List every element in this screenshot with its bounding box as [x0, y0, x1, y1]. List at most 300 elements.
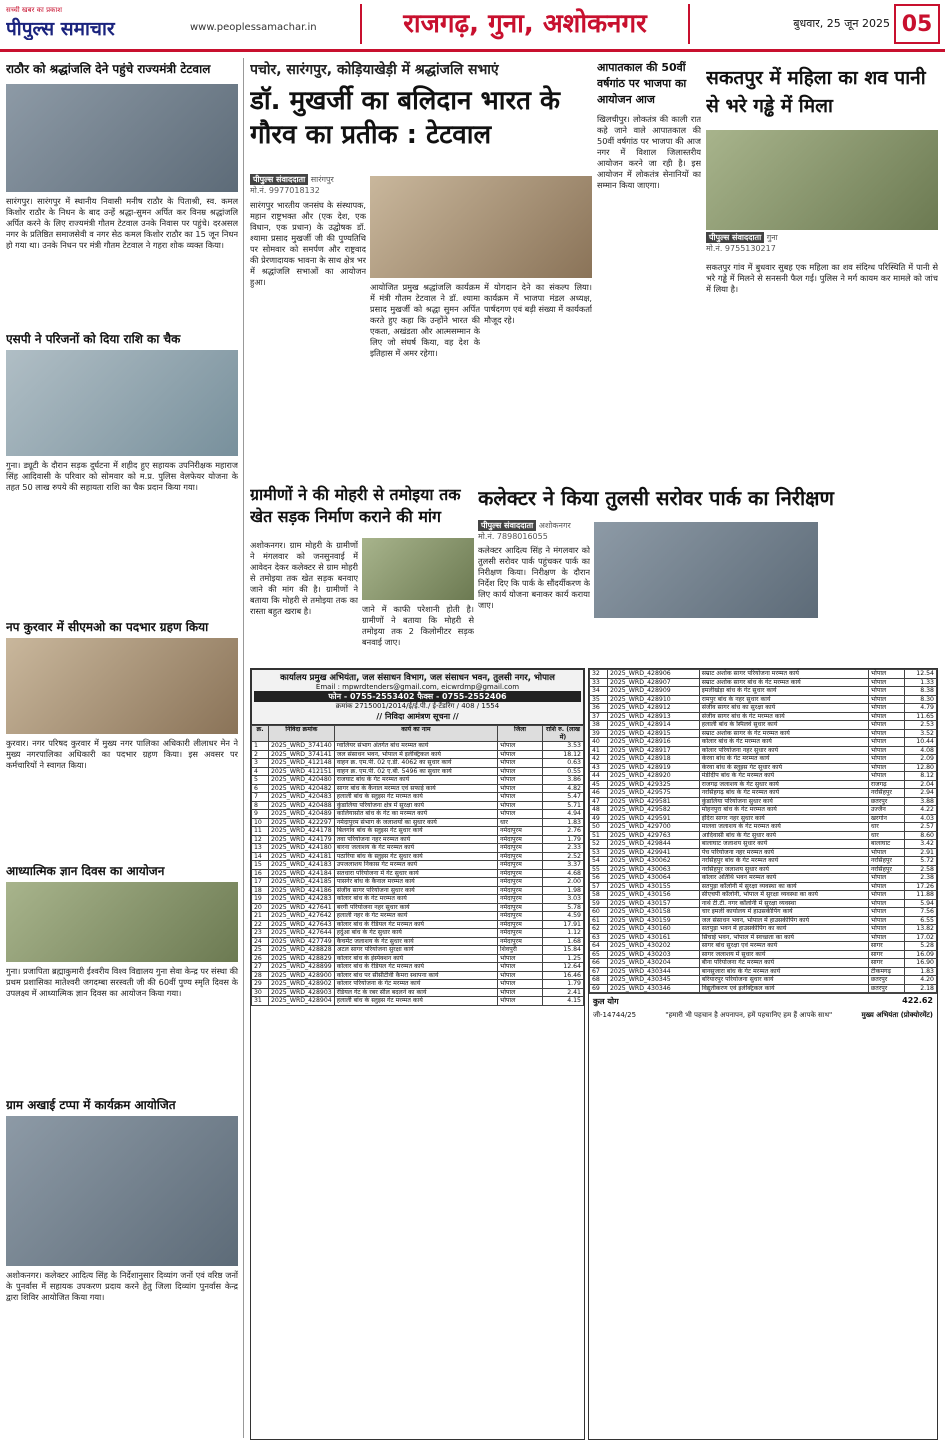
story-spiritual-day-text: गुना। प्रजापिता ब्रह्माकुमारी ईश्वरीय विश्व विद्यालय गुना सेवा केन्द्र पर संस्था की प्रथम प्रशासिका मातेश्वरी जगदम्बा सरस्वती जी की 60वीं पुण्य स्मृति दिवस के उपलक्ष्य में आध्यात्मिक ज्ञान दिवस का आयोजन किया गया।: [6, 966, 238, 998]
tender-row: [590, 916, 937, 925]
cell-work: अटल सागर परियोजना सुरक्षा कार्य: [334, 946, 497, 955]
cell-amount: 2.41: [543, 988, 584, 997]
cell-work: नार्थ टी.टी. नगर कॉलोनी में सुरक्षा व्यवस्था: [699, 899, 868, 908]
story-cmo-kurwar-text: कुरवार। नगर परिषद कुरवार में मुख्य नगर पालिका अधिकारी लीलाधर मेन ने मुख्य नगरपालिका अधिकारी का पदभार ग्रहण किया। इस अवसर पर कर्मचारियों ने स्वागत किया।: [6, 738, 238, 770]
tender-row: [252, 784, 584, 793]
cell-sno: 14: [252, 852, 269, 861]
cell-work: विद्युतीकरण एवं इलेक्ट्रिकल कार्य: [699, 984, 868, 993]
tender-row: [590, 704, 937, 713]
cell-sno: 69: [590, 984, 608, 993]
cell-amount: 11.65: [905, 712, 937, 721]
tender-row: [252, 801, 584, 810]
tender-row: [590, 908, 937, 917]
cell-amount: 4.15: [543, 997, 584, 1006]
tender-email: Email : mpwrdtenders@gmail.com, eicwrdmp@gmail.com: [315, 683, 520, 691]
cell-sno: 34: [590, 687, 608, 696]
tender-row: [590, 882, 937, 891]
cell-work: ग्वालियर संभाग अंतर्गत बांध मरम्मत कार्य: [334, 742, 497, 751]
tender-row: [252, 954, 584, 963]
story-akhai-tappa-text: अशोकनगर। कलेक्टर आदित्य सिंह के निर्देशानुसार दिव्यांग जनों एवं वरिष्ठ जनों के पुनर्वास में सहायक उपकरण प्रदाय करने हेतु जिला दिव्यांग पुनर्वास केन्द्र द्वारा शिविर आयोजित किया गया।: [6, 1270, 238, 1302]
cell-tender-no: 2025_WRD_430345: [607, 976, 699, 985]
col-header-district: जिला: [498, 726, 543, 742]
cell-sno: 55: [590, 865, 608, 874]
cell-amount: 2.38: [905, 874, 937, 883]
cell-district: धार: [868, 823, 904, 832]
cell-tender-no: 2025_WRD_424181: [269, 852, 335, 861]
col-header-tender-no: निविदा क्रमांक: [269, 726, 335, 742]
cell-district: भोपाल: [498, 997, 543, 1006]
cell-sno: 63: [590, 933, 608, 942]
tender-row: [252, 852, 584, 861]
tender-row: [252, 861, 584, 870]
headline-sp-cheque: एसपी ने परिजनों को दिया राशि का चैक: [6, 332, 181, 346]
cell-district: धार: [498, 818, 543, 827]
cell-amount: 2.33: [543, 844, 584, 853]
cell-tender-no: 2025_WRD_428915: [607, 729, 699, 738]
tender-row: [252, 920, 584, 929]
cell-tender-no: 2025_WRD_428916: [607, 738, 699, 747]
cell-work: कालियासोत बांध के गेट का मरम्मत कार्य: [334, 810, 497, 819]
tender-row: [590, 780, 937, 789]
cell-sno: 51: [590, 831, 608, 840]
cell-amount: 2.76: [543, 827, 584, 836]
cell-sno: 57: [590, 882, 608, 891]
cell-work: कोलार परियोजना नहर सुधार कार्य: [699, 746, 868, 755]
cell-sno: 27: [252, 963, 269, 972]
cell-district: भोपाल: [498, 767, 543, 776]
cell-work: इंदिरा सागर नहर सुधार कार्य: [699, 814, 868, 823]
cell-sno: 67: [590, 967, 608, 976]
headline-tulsi-park: कलेक्टर ने किया तुलसी सरोवर पार्क का निरीक्षण: [478, 486, 834, 510]
photo-spiritual-day: [6, 882, 238, 962]
cell-district: भोपाल: [868, 882, 904, 891]
cell-district: भोपाल: [868, 746, 904, 755]
cell-work: सतधारा परियोजना में गेट सुधार कार्य: [334, 869, 497, 878]
photo-tulsi-park: [594, 522, 818, 618]
cell-district: नर्मदापुरम: [498, 886, 543, 895]
tender-row: [590, 925, 937, 934]
tender-table-right: [589, 669, 937, 993]
cell-work: सागर जलाशय में सुधार कार्य: [699, 950, 868, 959]
cell-district: भोपाल: [498, 963, 543, 972]
cell-amount: 4.82: [543, 784, 584, 793]
cell-amount: 2.57: [905, 823, 937, 832]
cell-district: नर्मदापुरम: [498, 929, 543, 938]
cell-district: भोपाल: [498, 801, 543, 810]
cell-sno: 65: [590, 950, 608, 959]
cell-district: बालाघाट: [868, 840, 904, 849]
cell-work: बिलगांव बांध के स्लुइस गेट सुधार कार्य: [334, 827, 497, 836]
cell-sno: 6: [252, 784, 269, 793]
cell-district: सागर: [868, 950, 904, 959]
tender-row: [252, 912, 584, 921]
cell-work: कुंडालिया परियोजना क्षेत्र में सुरक्षा कार्य: [334, 801, 497, 810]
tender-row: [252, 886, 584, 895]
cell-tender-no: 2025_WRD_430202: [607, 942, 699, 951]
headline-emergency-anniversary: आपातकाल की 50वीं वर्षगांठ पर भाजपा का आयोजन आज: [597, 61, 687, 106]
cell-sno: 22: [252, 920, 269, 929]
tender-row: [590, 899, 937, 908]
cell-sno: 42: [590, 755, 608, 764]
cell-sno: 33: [590, 678, 608, 687]
cell-tender-no: 2025_WRD_424283: [269, 895, 335, 904]
cell-amount: 16.09: [905, 950, 937, 959]
tender-row: [590, 857, 937, 866]
cell-amount: 11.88: [905, 891, 937, 900]
tender-row: [590, 729, 937, 738]
cell-district: भोपाल: [498, 971, 543, 980]
cell-tender-no: 2025_WRD_427749: [269, 937, 335, 946]
cell-district: भोपाल: [868, 678, 904, 687]
cell-district: भोपाल: [868, 916, 904, 925]
cell-district: भोपाल: [868, 695, 904, 704]
cell-district: भोपाल: [868, 908, 904, 917]
cell-district: धार: [868, 831, 904, 840]
cell-sno: 20: [252, 903, 269, 912]
cell-work: सतपुड़ा कॉलोनी में सुरक्षा व्यवस्था का कार्य: [699, 882, 868, 891]
tender-total-row: [589, 993, 937, 1009]
cell-sno: 2: [252, 750, 269, 759]
cell-tender-no: 2025_WRD_429844: [607, 840, 699, 849]
cell-tender-no: 2025_WRD_374140: [269, 742, 335, 751]
cell-amount: 1.83: [905, 967, 937, 976]
lead-byline-mobile: मो.नं. 9977018132: [250, 186, 320, 195]
cell-district: नर्मदापुरम: [498, 937, 543, 946]
cell-sno: 9: [252, 810, 269, 819]
cell-sno: 29: [252, 980, 269, 989]
cell-amount: 2.18: [905, 984, 937, 993]
cell-work: कोलार अतिथि भवन मरम्मत कार्य: [699, 874, 868, 883]
cell-work: कोलार बांध के रेडियल गेट मरम्मत कार्य: [334, 920, 497, 929]
cell-work: कोलार बांध के गेट मरम्मत कार्य: [699, 738, 868, 747]
cell-amount: 2.94: [905, 789, 937, 798]
cell-work: कोलार बांध पर सीसीटीवी कैमरा स्थापना कार्य: [334, 971, 497, 980]
cell-district: नर्मदापुरम: [498, 878, 543, 887]
cell-amount: 1.98: [543, 886, 584, 895]
cell-sno: 49: [590, 814, 608, 823]
issue-date: बुधवार, 25 जून 2025: [793, 17, 890, 30]
tender-phone: फोन - 0755-2553402 फैक्स - 0755-2552406: [254, 691, 581, 702]
tender-row: [590, 772, 937, 781]
cell-tender-no: 2025_WRD_428913: [607, 712, 699, 721]
cell-work: हलाली बांध के स्पिलवे सुधार कार्य: [699, 721, 868, 730]
cell-tender-no: 2025_WRD_428920: [607, 772, 699, 781]
cell-work: कोलार बांध के गेट मरम्मत कार्य: [334, 895, 497, 904]
story-body-found-text: सकतपुर गांव में बुधवार सुबह एक महिला का शव संदिग्ध परिस्थिति में पानी से भरे गड्ढे में मिलने से सनसनी फैल गई। पुलिस ने मर्ग कायम कर मामले को जांच में लिया है।: [706, 262, 938, 294]
cell-tender-no: 2025_WRD_424178: [269, 827, 335, 836]
cell-tender-no: 2025_WRD_429325: [607, 780, 699, 789]
cell-amount: 1.33: [905, 678, 937, 687]
cell-district: राजगढ़: [868, 780, 904, 789]
cell-district: नरसिंहपुर: [868, 865, 904, 874]
tender-row: [252, 980, 584, 989]
cell-sno: 8: [252, 801, 269, 810]
story-emergency-text: खिलचीपुर। लोकतंत्र की काली रात कहे जाने वाले आपातकाल की 50वीं वर्षगांठ पर भाजपा की आज नगर में विशाल जिलास्तरीय आयोजन करने जा रही है। इस आयोजन में लोकतंत्र सेनानियों का सम्मान किया जाएगा।: [597, 114, 701, 190]
tender-footer-ref: जी-14744/25: [593, 1011, 637, 1019]
cell-district: भोपाल: [498, 954, 543, 963]
cell-district: भोपाल: [868, 933, 904, 942]
tender-row: [590, 789, 937, 798]
cell-amount: 4.08: [905, 746, 937, 755]
cell-district: नर्मदापुरम: [498, 844, 543, 853]
cell-sno: 23: [252, 929, 269, 938]
cell-amount: 5.78: [543, 903, 584, 912]
cell-amount: 4.03: [905, 814, 937, 823]
cell-tender-no: 2025_WRD_429582: [607, 806, 699, 815]
story-road-demand-text: अशोकनगर। ग्राम मोहरी के ग्रामीणों ने मंगलवार को जनसुनवाई में आवेदन देकर कलेक्टर से ग्राम मोहरी से तमोइया तक खेत सड़क बनवाए जाने की मांग की है। ग्रामीणों ने बताया कि मोहरी से तमोइया तक का रास्ता बहुत खराब है।: [250, 540, 358, 616]
cell-sno: 12: [252, 835, 269, 844]
cell-work: हलाली नहर के गेट मरम्मत कार्य: [334, 912, 497, 921]
cell-amount: 1.79: [543, 980, 584, 989]
cell-tender-no: 2025_WRD_428907: [607, 678, 699, 687]
cell-district: उज्जैन: [868, 806, 904, 815]
lead-headline: डॉ. मुखर्जी का बलिदान भारत के गौरव का प्रतीक : टेटवाल: [250, 86, 560, 150]
cell-sno: 45: [590, 780, 608, 789]
cell-work: पेंच परियोजना नहर मरम्मत कार्य: [699, 848, 868, 857]
headline-rathore: राठौर को श्रद्धांजलि देने पहुंचे राज्यमंत्री टेटवाल: [6, 62, 211, 76]
cell-sno: 10: [252, 818, 269, 827]
cell-tender-no: 2025_WRD_374141: [269, 750, 335, 759]
cell-tender-no: 2025_WRD_428829: [269, 954, 335, 963]
tender-row: [590, 967, 937, 976]
lead-byline-place: सारंगपुर: [310, 175, 334, 184]
photo-road-demand: [362, 538, 474, 600]
cell-sno: 28: [252, 971, 269, 980]
cell-tender-no: 2025_WRD_412148: [269, 759, 335, 768]
cell-amount: 17.02: [905, 933, 937, 942]
tender-row: [590, 976, 937, 985]
cell-tender-no: 2025_WRD_430063: [607, 865, 699, 874]
tender-row: [590, 874, 937, 883]
tender-row: [252, 878, 584, 887]
lead-text-2: आयोजित प्रमुख श्रद्धांजलि कार्यक्रम में मंत्री गौतम टेटवाल ने डॉ. श्यामा प्रसाद मुखर्जी को श्रद्धा सुमन अर्पित करते हुए कहा कि उन्होंने भारत की एकता, अखंडता और आत्मसम्मान के लिए जो संघर्ष किया, वह देश के इतिहास में अमर रहेगा।: [370, 282, 480, 358]
cell-sno: 4: [252, 767, 269, 776]
cell-amount: 5.28: [905, 942, 937, 951]
cell-amount: 1.68: [543, 937, 584, 946]
cell-district: भोपाल: [868, 704, 904, 713]
cell-work: नरसिंहपुर बांध के गेट मरम्मत कार्य: [699, 857, 868, 866]
cell-work: कोलार बांध के इंस्पेक्शन कार्य: [334, 954, 497, 963]
cell-amount: 17.26: [905, 882, 937, 891]
photo-akhai-tappa: [6, 1116, 238, 1266]
headline-akhai-tappa: ग्राम अखाई टप्पा में कार्यक्रम आयोजित: [6, 1098, 176, 1112]
cell-sno: 61: [590, 916, 608, 925]
cell-sno: 66: [590, 959, 608, 968]
cell-tender-no: 2025_WRD_422297: [269, 818, 335, 827]
cell-amount: 3.86: [543, 776, 584, 785]
cell-amount: 3.42: [905, 840, 937, 849]
tender-row: [590, 984, 937, 993]
tender-row: [590, 755, 937, 764]
cell-sno: 58: [590, 891, 608, 900]
story-sp-cheque-text: गुना। ड्यूटी के दौरान सड़क दुर्घटना में शहीद हुए सहायक उपनिरीक्षक महाराज सिंह आदिवासी के परिवार को सोमवार को म.प्र. पुलिस वेलफेयर योजना के तहत 50 लाख रुपये की सहायता राशि का चैक प्रदान किया गया।: [6, 460, 238, 492]
cell-work: केरवा बांध के गेट मरम्मत कार्य: [699, 755, 868, 764]
cell-sno: 40: [590, 738, 608, 747]
headline-spiritual-day: आध्यात्मिक ज्ञान दिवस का आयोजन: [6, 864, 165, 878]
cell-work: सीएचपी कॉलोनी, भोपाल में सुरक्षा व्यवस्था का कार्य: [699, 891, 868, 900]
cell-district: भोपाल: [868, 687, 904, 696]
cell-work: हर्दुआ बांध के गेट सुधार कार्य: [334, 929, 497, 938]
cell-sno: 36: [590, 704, 608, 713]
tender-row: [590, 738, 937, 747]
cell-tender-no: 2025_WRD_430157: [607, 899, 699, 908]
lead-byline: [250, 174, 380, 198]
cell-work: संजीव सागर बांध का सुरक्षा कार्य: [699, 704, 868, 713]
cell-sno: 39: [590, 729, 608, 738]
cell-district: भोपाल: [868, 712, 904, 721]
cell-amount: 2.00: [543, 878, 584, 887]
cell-amount: 8.12: [905, 772, 937, 781]
tulsi-park-byline-place: अशोकनगर: [538, 521, 571, 530]
tender-row: [590, 933, 937, 942]
cell-sno: 60: [590, 908, 608, 917]
lead-text-1: सारंगपुर भारतीय जनसंघ के संस्थापक, महान राष्ट्रभक्त और (एक देश, एक विधान, एक प्रधान) के उद्घोषक डॉ. श्यामा प्रसाद मुखर्जी जी की पुण्यतिथि पर सोमवार को समर्पण और राष्ट्रवाद की प्रेरणादायक भावना के साथ क्षेत्र भर में श्रद्धांजलि सभाओं का आयोजन हुआ।: [250, 200, 366, 287]
cell-tender-no: 2025_WRD_427643: [269, 920, 335, 929]
tender-row: [590, 678, 937, 687]
photo-lead-tribute: [370, 176, 592, 278]
tender-row: [252, 750, 584, 759]
cell-work: चार इमली कार्यालय में हाउसकीपिंग कार्य: [699, 908, 868, 917]
cell-work: कोलार परियोजना के गेट मरम्मत कार्य: [334, 980, 497, 989]
body-found-byline-name: पीपुल्स संवाददाता: [706, 232, 764, 243]
cell-sno: 13: [252, 844, 269, 853]
cell-tender-no: 2025_WRD_427642: [269, 912, 335, 921]
photo-body-found: [706, 130, 938, 230]
cell-work: बरियारपुर परियोजना सुधार कार्य: [699, 976, 868, 985]
cell-work: मोहनपुरा बांध के गेट मरम्मत कार्य: [699, 806, 868, 815]
cell-amount: 13.82: [905, 925, 937, 934]
cell-amount: 2.04: [905, 780, 937, 789]
cell-sno: 31: [252, 997, 269, 1006]
cell-tender-no: 2025_WRD_430064: [607, 874, 699, 883]
cell-amount: 4.68: [543, 869, 584, 878]
headline-body-found: सकतपुर में महिला का शव पानी से भरे गड्ढे में मिला: [706, 67, 926, 117]
cell-amount: 4.94: [543, 810, 584, 819]
cell-work: रामपुर बांध के नहर सुधार कार्य: [699, 695, 868, 704]
tender-row: [590, 814, 937, 823]
cell-district: नर्मदापुरम: [498, 835, 543, 844]
cell-tender-no: 2025_WRD_430344: [607, 967, 699, 976]
cell-work: वाहन क्र. एम.पी. 02 ए.डी. 4062 का सुधार कार्य: [334, 759, 497, 768]
cell-district: भोपाल: [498, 988, 543, 997]
tender-row: [590, 712, 937, 721]
cell-sno: 64: [590, 942, 608, 951]
cell-tender-no: 2025_WRD_430156: [607, 891, 699, 900]
cell-work: नर्मदापुरम संभाग के जलाशयों का सुधार कार्य: [334, 818, 497, 827]
cell-amount: 18.12: [543, 750, 584, 759]
cell-work: मालवा जलाशय के गेट मरम्मत कार्य: [699, 823, 868, 832]
cell-tender-no: 2025_WRD_427644: [269, 929, 335, 938]
cell-sno: 62: [590, 925, 608, 934]
cell-sno: 30: [252, 988, 269, 997]
cell-tender-no: 2025_WRD_424186: [269, 886, 335, 895]
cell-district: भोपाल: [498, 776, 543, 785]
cell-tender-no: 2025_WRD_428909: [607, 687, 699, 696]
tender-row: [590, 670, 937, 679]
cell-district: भोपाल: [868, 925, 904, 934]
cell-amount: 16.46: [543, 971, 584, 980]
cell-tender-no: 2025_WRD_430160: [607, 925, 699, 934]
cell-amount: 3.53: [543, 742, 584, 751]
tender-row: [252, 929, 584, 938]
cell-sno: 53: [590, 848, 608, 857]
cell-amount: 5.94: [905, 899, 937, 908]
cell-amount: 5.47: [543, 793, 584, 802]
tender-row: [590, 959, 937, 968]
tender-row: [252, 971, 584, 980]
cell-tender-no: 2025_WRD_430203: [607, 950, 699, 959]
tender-row: [590, 797, 937, 806]
cell-district: सागर: [868, 942, 904, 951]
tender-notice-continued: [588, 668, 938, 1440]
tender-footer-note: "हमारी भी पहचान है अपनापन, हमें पहचानिए हम हैं आपके साथ": [665, 1011, 833, 1019]
cell-sno: 54: [590, 857, 608, 866]
cell-district: नर्मदापुरम: [498, 920, 543, 929]
cell-district: भोपाल: [498, 793, 543, 802]
cell-work: कोलार बांध के रेडियल गेट मरम्मत कार्य: [334, 963, 497, 972]
cell-tender-no: 2025_WRD_428914: [607, 721, 699, 730]
cell-district: नरसिंहपुर: [868, 789, 904, 798]
tulsi-park-byline-mobile: मो.नं. 7898016055: [478, 532, 548, 541]
cell-tender-no: 2025_WRD_430204: [607, 959, 699, 968]
cell-tender-no: 2025_WRD_428828: [269, 946, 335, 955]
tender-row: [252, 988, 584, 997]
logo-text: पीपुल्स समाचार: [6, 18, 115, 40]
tender-ref: क्रमांक 2715001/2014/ई/ई.पी./ ई-टेंडरिंग / 408 / 1554: [335, 702, 500, 710]
tender-row: [252, 818, 584, 827]
cell-tender-no: 2025_WRD_429575: [607, 789, 699, 798]
cell-amount: 8.38: [905, 687, 937, 696]
cell-amount: 2.52: [543, 852, 584, 861]
cell-district: भोपाल: [868, 772, 904, 781]
cell-work: पठारिया बांध के स्लुइस गेट सुधार कार्य: [334, 852, 497, 861]
cell-work: रेडियल गेट के रबर सील बदलने का कार्य: [334, 988, 497, 997]
cell-sno: 24: [252, 937, 269, 946]
cell-sno: 1: [252, 742, 269, 751]
tulsi-park-byline: [478, 520, 608, 542]
cell-district: भोपाल: [868, 891, 904, 900]
cell-amount: 1.83: [543, 818, 584, 827]
cell-work: सम्राट अशोक सागर परियोजना मरम्मत कार्य: [699, 670, 868, 679]
tender-row: [252, 997, 584, 1006]
cell-sno: 19: [252, 895, 269, 904]
cell-work: संजीव सागर परियोजना सुधार कार्य: [334, 886, 497, 895]
headline-road-demand: ग्रामीणों ने की मोहरी से तमोइया तक खेत सड़क निर्माण कराने की मांग: [250, 485, 461, 526]
cell-work: बारना जलाशय के गेट मरम्मत कार्य: [334, 844, 497, 853]
cell-district: भोपाल: [868, 755, 904, 764]
cell-amount: 1.12: [543, 929, 584, 938]
cell-district: नर्मदापुरम: [498, 869, 543, 878]
cell-district: भोपाल: [498, 759, 543, 768]
lead-kicker: पचोर, सारंगपुर, कोड़ियाखेड़ी में श्रद्धांजलि सभाएं: [250, 62, 499, 78]
cell-tender-no: 2025_WRD_429700: [607, 823, 699, 832]
tender-row: [590, 891, 937, 900]
story-rathore-text: सारंगपुर। सारंगपुर में स्थानीय निवासी मनीष राठौर के पिताश्री, स्व. कमल किशोर राठौर के निधन के बाद उन्हें श्रद्धा-सुमन अर्पित कर विनम्र श्रद्धांजलि अर्पित करने के लिए राज्यमंत्री गौतम टेटवाल उनके निवास पर पहुंचे। दरअसल नगर के प्रतिष्ठित समाजसेवी व नगर सेठ कमल किशोर राठौर का 15 जून निधन हो गया था। उनके निधन पर मंत्री गौतम टेटवाल ने गहरा शोक व्यक्त किया।: [6, 196, 238, 250]
cell-sno: 52: [590, 840, 608, 849]
cell-work: सागर बांध के कैनाल मरम्मत एवं सफाई कार्य: [334, 784, 497, 793]
cell-sno: 56: [590, 874, 608, 883]
tulsi-park-byline-name: पीपुल्स संवाददाता: [478, 520, 536, 531]
cell-district: भोपाल: [868, 874, 904, 883]
cell-amount: 12.54: [905, 670, 937, 679]
cell-district: नर्मदापुरम: [498, 912, 543, 921]
cell-work: जल संसाधन भवन, भोपाल में इलेक्ट्रिकल कार्य: [334, 750, 497, 759]
cell-tender-no: 2025_WRD_430155: [607, 882, 699, 891]
cell-tender-no: 2025_WRD_429581: [607, 797, 699, 806]
cell-district: भोपाल: [868, 763, 904, 772]
cell-sno: 7: [252, 793, 269, 802]
cell-tender-no: 2025_WRD_428902: [269, 980, 335, 989]
